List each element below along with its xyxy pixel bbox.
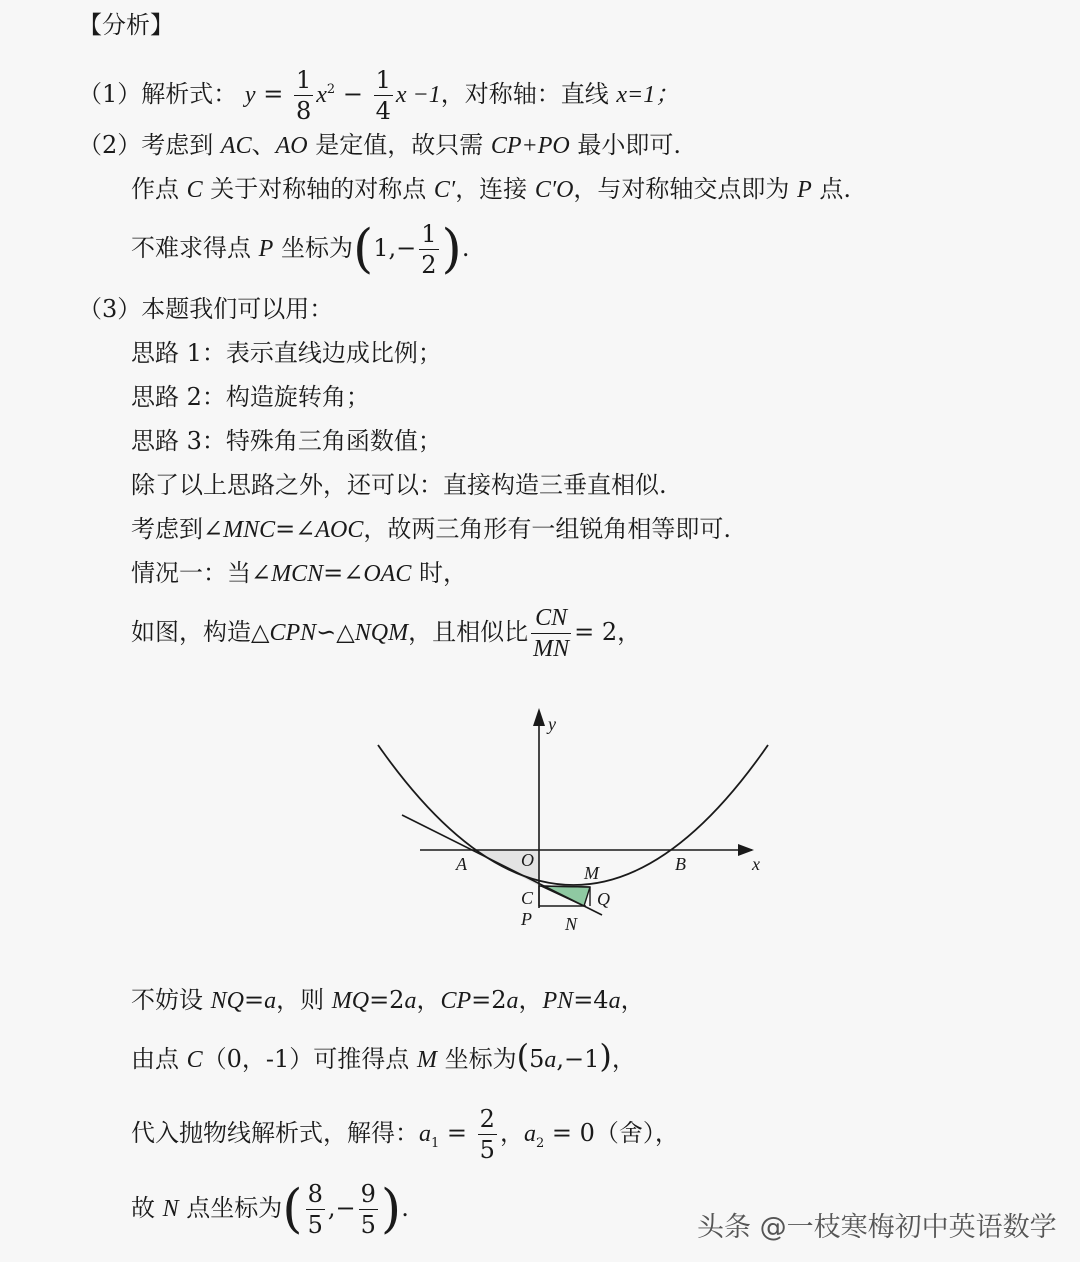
var-x: x: [316, 82, 327, 108]
fraction-one-eighth: $\frac{1}{8}$: [295, 66, 312, 125]
part2-line2: 作点 C 关于对称轴的对称点 C′，连接 C′O，与对称轴交点即为 P 点.: [131, 175, 851, 203]
fraction-eight-fifths: $\frac{8}{5}$: [307, 1180, 323, 1239]
label-m: M: [584, 863, 599, 883]
point-n-line: 故 N 点坐标为( $\frac{8}{5}$ ,− $\frac{9}{5}$ ).: [131, 1179, 409, 1240]
solve-line: 代入抛物线解析式，解得：$a_1$ = $\frac{2}{5}$ ，$a_2 = 0$（舍），: [131, 1105, 679, 1164]
part1-line: （1）解析式： y = $\frac{1}{8}$ $x^2$ − $\frac{1}{4}$ x −1，对称轴：直线 x=1；: [78, 66, 680, 125]
part2-line1: （2）考虑到 AC、AO 是定值，故只需 CP+PO 最小即可.: [78, 131, 681, 159]
label-y: y: [548, 714, 556, 734]
fraction-nine-fifths: $\frac{9}{5}$: [360, 1180, 376, 1239]
axis-equation: x=1；: [616, 82, 680, 108]
label-q: Q: [597, 889, 610, 909]
label-x: x: [752, 854, 760, 874]
watermark: 头条 @一枝寒梅初中英语数学: [697, 1212, 1057, 1243]
var-y: y: [244, 82, 256, 108]
assume-line: 不妨设 NQ=a，则 MQ=2a，CP=2a，PN=4a，: [131, 986, 645, 1014]
case-line: 情况一：当∠MCN=∠OAC 时，: [131, 559, 467, 587]
figure-intro-line: 如图，构造△CPN∽△NQM，且相似比 $\frac{CN}{MN}$ = 2，: [131, 605, 642, 662]
minus-sign: −: [342, 80, 363, 108]
point-m-line: 由点 C（0，-1）可推得点 M 坐标为(5a,−1)，: [131, 1037, 636, 1075]
consider-line: 考虑到∠MNC=∠AOC，故两三角形有一组锐角相等即可.: [131, 515, 731, 543]
part2-line3: 不难求得点 P 坐标为(1,− $\frac{1}{2}$ ).: [131, 219, 470, 280]
expression-tail: x −1: [395, 82, 441, 108]
label-p: P: [521, 909, 532, 929]
fraction-one-quarter: $\frac{1}{4}$: [375, 66, 391, 125]
part1-prefix: （1）解析式：: [78, 80, 238, 108]
heading: 【分析】: [78, 11, 174, 39]
fraction-two-fifths: $\frac{2}{5}$: [479, 1105, 495, 1164]
part3-intro: （3）本题我们可以用：: [78, 295, 334, 323]
idea-2: 思路 2：构造旋转角；: [131, 383, 370, 411]
fraction-one-half: $\frac{1}{2}$: [421, 220, 437, 279]
label-o: O: [521, 850, 534, 870]
y-axis-arrow: [533, 708, 545, 726]
exponent: 2: [326, 82, 336, 97]
parabola-figure: [370, 700, 790, 950]
axis-label: ，对称轴：直线: [440, 80, 617, 108]
label-a: A: [456, 854, 467, 874]
label-b: B: [675, 854, 686, 874]
idea-1: 思路 1：表示直线边成比例；: [131, 339, 442, 367]
parabola-curve: [378, 745, 768, 885]
idea-3: 思路 3：特殊角三角函数值；: [131, 427, 442, 455]
fraction-cn-over-mn: $\frac{CN}{MN}$: [533, 605, 570, 662]
besides-line: 除了以上思路之外，还可以：直接构造三垂直相似.: [131, 471, 667, 499]
line-cn: [402, 815, 602, 915]
segment-cm: [539, 886, 590, 887]
label-n: N: [565, 914, 578, 934]
label-c: C: [521, 888, 534, 908]
